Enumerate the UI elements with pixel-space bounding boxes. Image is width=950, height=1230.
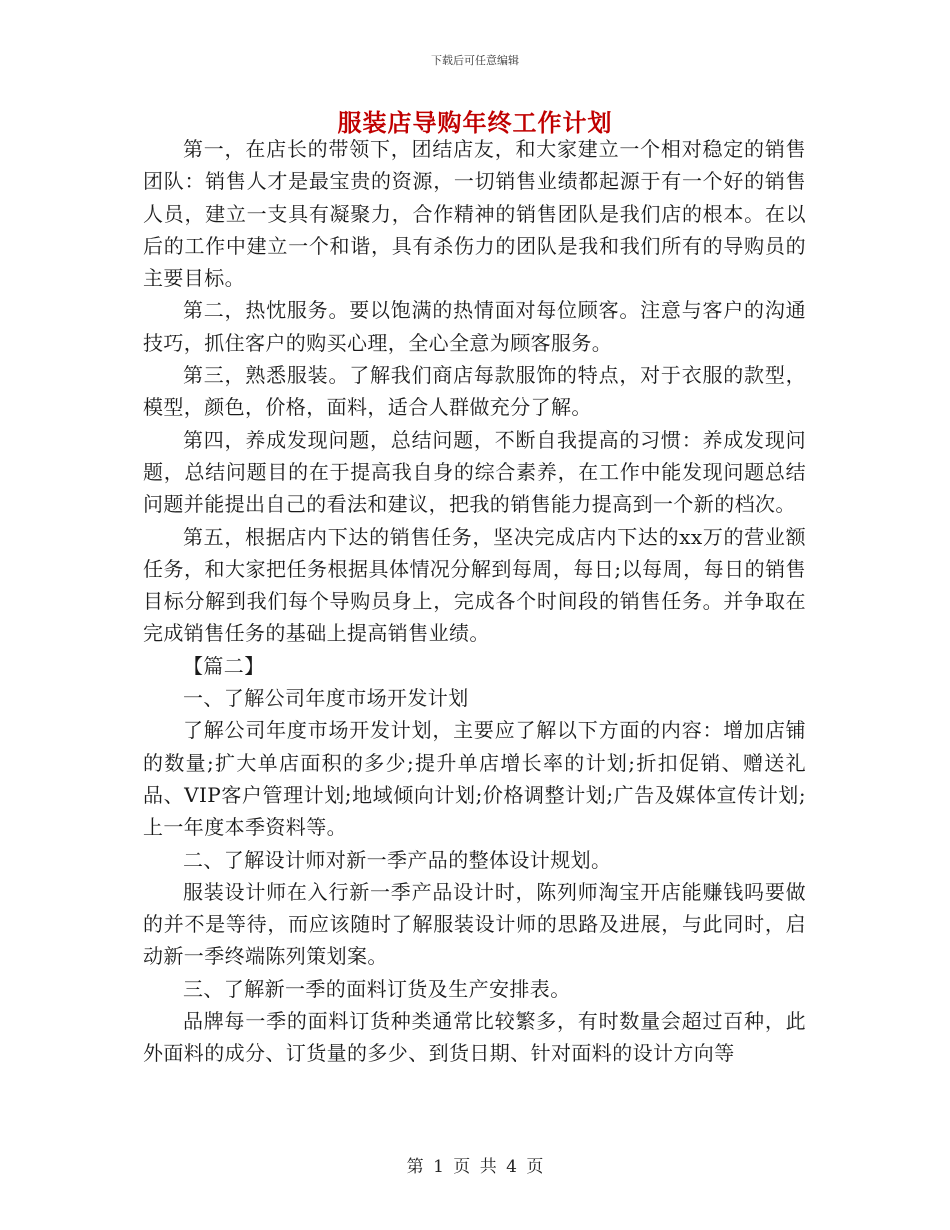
- paragraph-6: 了解公司年度市场开发计划，主要应了解以下方面的内容：增加店铺的数量;扩大单店面积的多少;提升单店增长率的计划;折扣促销、赠送礼品、VIP客户管理计划;地域倾向计划;价格调整计划;广告及媒体宣传计划;上一年度本季资料等。: [143, 718, 806, 840]
- paragraph-8: 品牌每一季的面料订货种类通常比较繁多，有时数量会超过百种，此外面料的成分、订货量的多少、到货日期、针对面料的设计方向等: [143, 1009, 806, 1066]
- subheading-2: 二、了解设计师对新一季产品的整体设计规划。: [183, 847, 612, 872]
- page-footer: 第 1 页 共 4 页: [406, 1157, 544, 1177]
- paragraph-1: 第一，在店长的带领下，团结店友，和大家建立一个相对稳定的销售团队：销售人才是最宝贵的资源，一切销售业绩都起源于有一个好的销售人员，建立一支具有凝聚力，合作精神的销售团队是我们店的根本。在以后的工作中建立一个和谐，具有杀伤力的团队是我和我们所有的导购员的主要目标。: [143, 137, 806, 291]
- paragraph-4: 第四，养成发现问题，总结问题，不断自我提高的习惯：养成发现问题，总结问题目的在于提高我自身的综合素养，在工作中能发现问题总结问题并能提出自己的看法和建议，把我的销售能力提高到一个新的档次。: [143, 427, 806, 517]
- section-heading-part-two: 【篇二】: [183, 653, 265, 678]
- subheading-3: 三、了解新一季的面料订货及生产安排表。: [183, 976, 571, 1001]
- subheading-1: 一、了解公司年度市场开发计划: [183, 686, 469, 711]
- paragraph-7: 服装设计师在入行新一季产品设计时，陈列师淘宝开店能赚钱吗要做的并不是等待，而应该随时了解服装设计师的思路及进展，与此同时，启动新一季终端陈列策划案。: [143, 879, 806, 969]
- paragraph-5: 第五，根据店内下达的销售任务，坚决完成店内下达的xx万的营业额任务，和大家把任务根据具体情况分解到每周，每日;以每周，每日的销售目标分解到我们每个导购员身上，完成各个时间段的销售任务。并争取在完成销售任务的基础上提高销售业绩。: [143, 524, 806, 646]
- paragraph-3: 第三，熟悉服装。了解我们商店每款服饰的特点，对于衣服的款型，模型，颜色，价格，面料，适合人群做充分了解。: [143, 363, 806, 420]
- document-title: 服装店导购年终工作计划: [337, 108, 613, 137]
- paragraph-2: 第二，热忱服务。要以饱满的热情面对每位顾客。注意与客户的沟通技巧，抓住客户的购买心理，全心全意为顾客服务。: [143, 298, 806, 355]
- document-body: [143, 133, 806, 1070]
- header-note: 下载后可任意编辑: [431, 54, 519, 67]
